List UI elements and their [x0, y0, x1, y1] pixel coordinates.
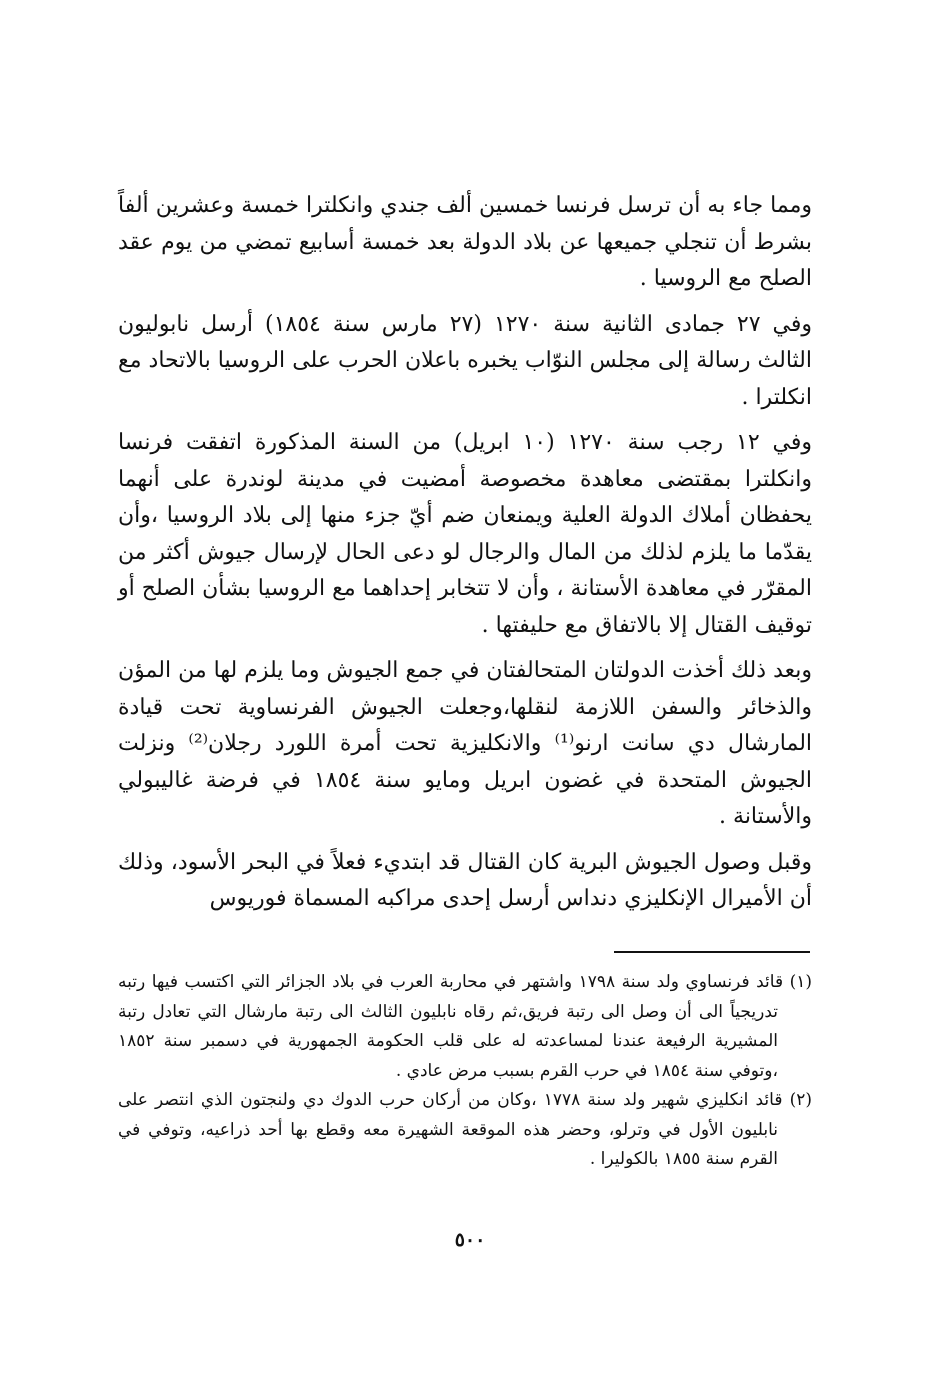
paragraph-4: وبعد ذلك أخذت الدولتان المتحالفتان في جمع الجيوش وما يلزم لها من المؤن والذخائر والسفن اللازمة لنقلها،وجعلت الجيوش الفرنساوية تحت قيادة المارشال دي سانت ارنو⁽¹⁾ والانكليزية تحت أمرة اللورد رجلان⁽²⁾ ونزلت الجيوش المتحدة في غضون ابريل ومايو سنة ١٨٥٤ في فرضة غاليبولي والأستانة .: [118, 658, 813, 829]
main-text: [118, 188, 812, 918]
footnotes: [118, 968, 812, 1175]
paragraph-2: وفي ٢٧ جمادى الثانية سنة ١٢٧٠ (٢٧ مارس سنة ١٨٥٤) أرسل نابوليون الثالث رسالة إلى مجلس النوّاب يخبره باعلان الحرب على الروسيا بالاتحاد مع انكلترا .: [118, 311, 812, 410]
paragraph-5: وقبل وصول الجيوش البرية كان القتال قد ابتديء فعلاً في البحر الأسود، وذلك أن الأميرال الإنكليزي دنداس أرسل إحدى مراكبه المسماة فوريوس: [118, 849, 812, 911]
paragraph-3: وفي ١٢ رجب سنة ١٢٧٠ (١٠ ابريل) من السنة المذكورة اتفقت فرنسا وانكلترا بمقتضى معاهدة مخصوصة أمضيت في مدينة لوندرة على أنهما يحفظان أملاك الدولة العلية ويمنعان ضم أيّ جزء منها إلى بلاد الروسيا ،وأن يقدّما ما يلزم لذلك من المال والرجال لو دعى الحال لإرسال جيوش أكثر من المقرّر في معاهدة الأستانة ، وأن لا تتخابر إحداهما مع الروسيا بشأن الصلح أو توقيف القتال إلا بالاتفاق مع حليفتها .: [118, 430, 812, 638]
paragraph-1: ومما جاء به أن ترسل فرنسا خمسين ألف جندي وانكلترا خمسة وعشرين ألفاً بشرط أن تنجلي جميعها عن بلاد الدولة بعد خمسة أسابيع تمضي من يوم عقد الصلح مع الروسيا .: [118, 193, 812, 291]
footnote-2: (٢) قائد انكليزي شهير ولد سنة ١٧٧٨ ،وكان من أركان حرب الدوك دي ولنجتون الذي انتصر على نابليون الأول في وترلو، وحضر هذه الموقعة الشهيرة معه وقطع بها أحد ذراعيه، وتوفي في القرم سنة ١٨٥٥ بالكوليرا .: [118, 1090, 812, 1169]
page-number: ٥٠٠: [454, 1229, 486, 1251]
footnote-divider: [614, 951, 810, 953]
footnote-1: (١) قائد فرنساوي ولد سنة ١٧٩٨ واشتهر في محاربة العرب في بلاد الجزائر التي اكتسب فيها رتبه تدريجياً الى أن وصل الى رتبة فريق،ثم رقاه نابليون الثالث الى رتبة مارشال التي تعادل رتبة المشيرية الرفيعة عندنا لمساعدته له على قلب الحكومة الجمهورية في دسمبر سنة ١٨٥٢ ،وتوفي سنة ١٨٥٤ في حرب القرم بسبب مرض عادي .: [118, 972, 812, 1081]
